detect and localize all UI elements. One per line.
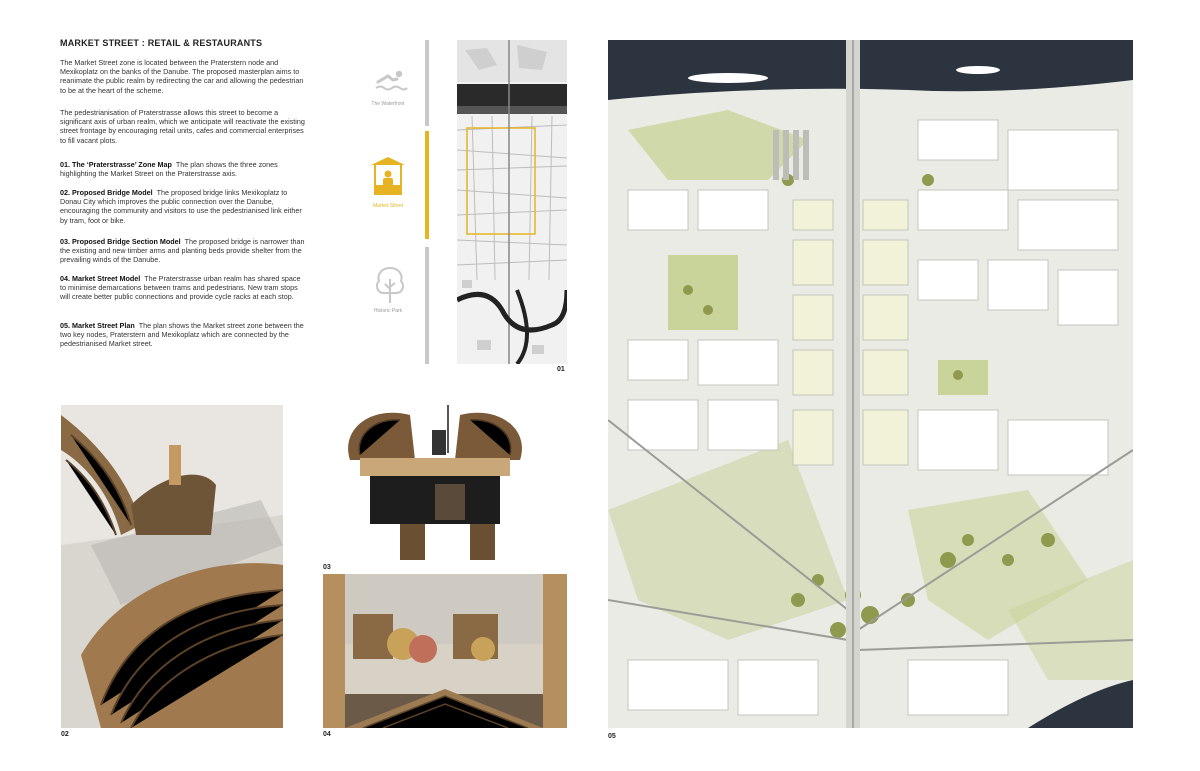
zone-bar-historic-park	[425, 247, 429, 364]
zone-map-image	[457, 40, 567, 364]
figure-label-05: 05	[608, 733, 616, 740]
zone-label-market-street: Market Street	[372, 203, 403, 209]
figure-label-03: 03	[323, 564, 331, 571]
item-01	[60, 160, 305, 178]
item-01-body: The plan shows the three zones highlighting the Market Street on the Praterstrasse axis.	[60, 160, 278, 179]
item-04	[60, 274, 305, 302]
swimmer-icon	[374, 68, 408, 94]
bridge-model-photo	[61, 405, 283, 728]
item-03-head: 03. Proposed Bridge Section Model	[60, 237, 181, 246]
market-street-plan-image	[608, 40, 1133, 728]
item-02-head: 02. Proposed Bridge Model	[60, 188, 153, 197]
intro-paragraph: The Market Street zone is located between the Praterstern node and Mexikoplatz on the banks of the Danube. The proposed masterplan aims to reanimate the public realm by redirecting the car and allowing the pedestrian to be at the heart of the scheme.	[60, 58, 304, 95]
zone-label-historic-park: Historic Park	[373, 308, 403, 314]
item-05-head: 05. Market Street Plan	[60, 321, 135, 330]
figure-label-02: 02	[61, 731, 69, 738]
zone-bar-waterfront	[425, 40, 429, 126]
item-05	[60, 321, 305, 349]
item-04-head: 04. Market Street Model	[60, 274, 141, 283]
item-02-body: The proposed bridge links Mexikoplatz to Donau City which improves the public connection over the Danube, encouraging the community and visitors to use the pedestrianised link either by tram, foot or bike.	[60, 188, 302, 225]
item-05-body: The plan shows the Market street zone between the two key nodes, Praterstern and Mexikoplatz which are connected by the pedestrianised Market street.	[60, 321, 304, 349]
zone-label-waterfront: The Waterfront	[371, 101, 405, 107]
figure-label-04: 04	[323, 731, 331, 738]
market-street-model-photo	[323, 574, 567, 728]
market-stall-icon	[369, 155, 407, 197]
intro-paragraph-2: The pedestrianisation of Praterstrasse allows this street to become a significant axis of urban realm, which we anticipate will reactivate the existing street frontage by encouraging retail units, cafes and commercial enterprises to fill vacant plots.	[60, 108, 305, 145]
figure-label-01: 01	[557, 366, 565, 373]
page-title: MARKET STREET : RETAIL & RESTAURANTS	[60, 38, 263, 48]
item-01-head: 01. The ‘Praterstrasse’ Zone Map	[60, 160, 172, 169]
item-04-body: The Praterstrasse urban realm has shared space to minimise demarcations between trams and pedestrians. New tram stops will create better public connections and provide cycle racks at each stop.	[60, 274, 301, 302]
item-03	[60, 237, 305, 265]
zone-bar-market-street	[425, 131, 429, 239]
bridge-section-photo	[340, 400, 530, 565]
item-03-body: The proposed bridge is narrower than the existing and new timber arms and planting beds provide shelter from the prevailing winds of the Danube.	[60, 237, 305, 265]
item-02	[60, 188, 305, 225]
tree-icon	[373, 265, 407, 305]
